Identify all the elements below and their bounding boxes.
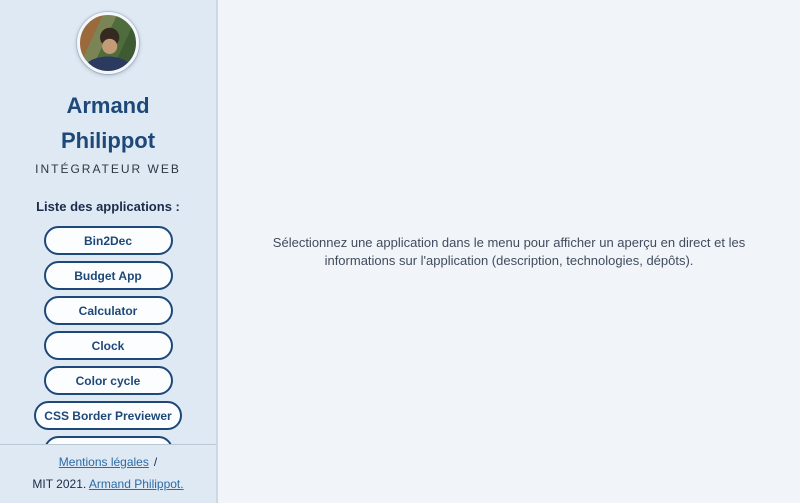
- footer-separator: /: [153, 455, 158, 469]
- sidebar: [0, 0, 218, 503]
- avatar: [77, 12, 139, 74]
- profile-header: [0, 0, 216, 177]
- profile-name: [0, 88, 216, 158]
- footer-license-line: [0, 476, 216, 492]
- placeholder-message: Sélectionnez une application dans le menu pour afficher un aperçu en direct et les informations sur l'application (description, technologies, dépôts).: [272, 234, 746, 268]
- legal-notice-link[interactable]: Mentions légales: [58, 455, 149, 469]
- author-link[interactable]: Armand Philippot.: [88, 477, 184, 491]
- main-content: [218, 0, 800, 503]
- app-button-budget-app[interactable]: Budget App: [44, 261, 173, 290]
- profile-last-name: Philippot: [60, 128, 156, 153]
- apps-list: [0, 214, 216, 444]
- footer-legal-line: [0, 454, 216, 470]
- app-button-css-border-previewer[interactable]: CSS Border Previewer: [34, 401, 181, 430]
- app-button-color-cycle[interactable]: Color cycle: [44, 366, 173, 395]
- profile-job-title: INTÉGRATEUR WEB: [35, 162, 181, 176]
- app-button-bin2dec[interactable]: Bin2Dec: [44, 226, 173, 255]
- app-button-clock[interactable]: Clock: [44, 331, 173, 360]
- app-button-partial[interactable]: [44, 436, 173, 444]
- apps-list-label: Liste des applications :: [36, 199, 180, 214]
- app-button-calculator[interactable]: Calculator: [44, 296, 173, 325]
- license-text: MIT 2021.: [32, 477, 87, 491]
- sidebar-footer: [0, 444, 216, 503]
- profile-first-name: Armand: [66, 93, 150, 118]
